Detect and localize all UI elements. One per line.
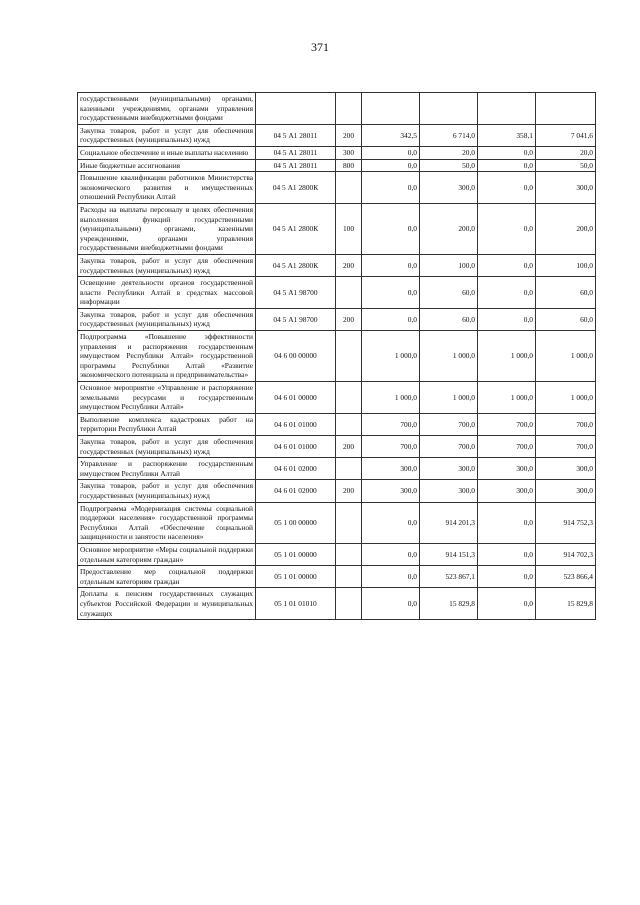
row-description: Основное мероприятие «Меры социальной поддержки отдельным категориям граждан» [78,543,256,565]
budget-table [77,92,596,620]
row-value-1: 0,0 [362,172,420,204]
table-row [78,308,596,330]
row-value-4: 15 829,8 [536,588,596,620]
row-expense-type [336,458,362,480]
row-value-4: 700,0 [536,413,596,435]
row-value-1: 0,0 [362,159,420,172]
row-expense-type: 200 [336,308,362,330]
row-target-code [256,93,336,125]
row-value-4: 300,0 [536,172,596,204]
row-value-1: 0,0 [362,254,420,276]
row-value-1: 0,0 [362,308,420,330]
row-target-code: 04 6 01 02000 [256,480,336,502]
row-expense-type [336,277,362,309]
row-target-code: 04 5 А1 2800К [256,203,336,254]
row-value-3: 0,0 [478,588,536,620]
row-value-4: 700,0 [536,436,596,458]
table-row [78,124,596,146]
row-value-3: 700,0 [478,436,536,458]
table-row [78,588,596,620]
row-description: Подпрограмма «Модернизация системы социальной поддержки населения» государственной программы Республики Алтай «Обеспечение социальной защищенности и занятости населения» [78,502,256,543]
table-row [78,203,596,254]
row-value-4: 914 702,3 [536,543,596,565]
row-target-code: 04 5 А1 28011 [256,124,336,146]
row-description: Доплаты к пенсиям государственных служащих субъектов Российской Федерации и муниципальных служащих [78,588,256,620]
row-value-3: 0,0 [478,308,536,330]
row-value-1: 0,0 [362,502,420,543]
row-expense-type [336,413,362,435]
row-value-4: 300,0 [536,458,596,480]
row-value-1: 1 000,0 [362,382,420,414]
row-value-1: 0,0 [362,588,420,620]
row-value-3: 358,1 [478,124,536,146]
row-expense-type: 200 [336,480,362,502]
row-expense-type [336,502,362,543]
row-value-1: 0,0 [362,146,420,159]
table-row [78,543,596,565]
row-value-4: 60,0 [536,308,596,330]
row-value-3: 0,0 [478,543,536,565]
row-target-code: 04 6 01 02000 [256,458,336,480]
row-value-2: 300,0 [420,458,478,480]
row-description: Закупка товаров, работ и услуг для обеспечения государственных (муниципальных) нужд [78,480,256,502]
row-value-4: 914 752,3 [536,502,596,543]
row-description: государственными (муниципальными) органами, казенными учреждениями, органами управления государственными внебюджетными фондами [78,93,256,125]
row-value-1: 700,0 [362,413,420,435]
row-expense-type: 200 [336,124,362,146]
table-row [78,277,596,309]
row-target-code: 04 6 01 01000 [256,413,336,435]
row-value-4 [536,93,596,125]
row-description: Основное мероприятие «Управление и распоряжение земельными ресурсами и государственным имуществом Республики Алтай» [78,382,256,414]
row-expense-type [336,382,362,414]
row-description: Подпрограмма «Повышение эффективности управления и распоряжения государственным имуществом Республики Алтай» государственной программы Республики Алтай «Развитие экономического потенциала и предпринимательства» [78,331,256,382]
row-value-3: 700,0 [478,413,536,435]
table-row [78,382,596,414]
row-expense-type: 100 [336,203,362,254]
row-value-3: 0,0 [478,566,536,588]
row-value-2 [420,93,478,125]
row-target-code: 04 5 А1 28011 [256,159,336,172]
table-row [78,502,596,543]
row-value-1: 342,5 [362,124,420,146]
row-description: Освещение деятельности органов государственной власти Республики Алтай в средствах массовой информации [78,277,256,309]
budget-table-body [78,93,596,620]
row-value-2: 1 000,0 [420,331,478,382]
row-value-2: 1 000,0 [420,382,478,414]
row-value-3: 0,0 [478,502,536,543]
row-value-1: 300,0 [362,458,420,480]
row-value-1 [362,93,420,125]
row-target-code: 04 5 А1 98700 [256,277,336,309]
row-value-2: 700,0 [420,436,478,458]
row-value-2: 300,0 [420,480,478,502]
row-target-code: 05 1 01 01010 [256,588,336,620]
row-target-code: 04 5 А1 98700 [256,308,336,330]
row-value-2: 700,0 [420,413,478,435]
row-value-4: 300,0 [536,480,596,502]
row-description: Расходы на выплаты персоналу в целях обеспечения выполнения функций государственными (муниципальными) органами, казенными учреждениями, органами управления государственными внебюджетными фондами [78,203,256,254]
row-expense-type [336,93,362,125]
row-value-2: 914 201,3 [420,502,478,543]
row-value-4: 60,0 [536,277,596,309]
row-target-code: 05 1 01 00000 [256,566,336,588]
row-description: Предоставление мер социальной поддержки отдельным категориям граждан [78,566,256,588]
row-expense-type: 200 [336,254,362,276]
row-value-2: 200,0 [420,203,478,254]
row-value-2: 300,0 [420,172,478,204]
row-value-1: 0,0 [362,277,420,309]
table-row [78,93,596,125]
row-description: Закупка товаров, работ и услуг для обеспечения государственных (муниципальных) нужд [78,436,256,458]
table-row [78,331,596,382]
row-value-1: 0,0 [362,203,420,254]
row-description: Социальное обеспечение и иные выплаты населению [78,146,256,159]
row-value-1: 0,0 [362,543,420,565]
table-row [78,458,596,480]
row-expense-type [336,331,362,382]
table-row [78,172,596,204]
row-value-3: 0,0 [478,146,536,159]
row-expense-type: 300 [336,146,362,159]
row-value-2: 50,0 [420,159,478,172]
row-description: Закупка товаров, работ и услуг для обеспечения государственных (муниципальных) нужд [78,254,256,276]
row-value-4: 20,0 [536,146,596,159]
row-value-4: 50,0 [536,159,596,172]
row-value-2: 100,0 [420,254,478,276]
row-target-code: 04 5 А1 28011 [256,146,336,159]
row-value-1: 700,0 [362,436,420,458]
table-row [78,436,596,458]
row-description: Управление и распоряжение государственным имуществом Республики Алтай [78,458,256,480]
row-value-3: 300,0 [478,480,536,502]
row-description: Закупка товаров, работ и услуг для обеспечения государственных (муниципальных) нужд [78,124,256,146]
row-expense-type: 800 [336,159,362,172]
table-row [78,480,596,502]
row-description: Иные бюджетные ассигнования [78,159,256,172]
row-value-1: 300,0 [362,480,420,502]
row-description: Закупка товаров, работ и услуг для обеспечения государственных (муниципальных) нужд [78,308,256,330]
row-value-3: 1 000,0 [478,331,536,382]
table-row [78,254,596,276]
table-row [78,146,596,159]
row-target-code: 04 6 01 01000 [256,436,336,458]
page-number: 371 [311,40,329,54]
row-value-3: 0,0 [478,254,536,276]
row-value-2: 6 714,0 [420,124,478,146]
row-expense-type: 200 [336,436,362,458]
row-value-4: 200,0 [536,203,596,254]
row-target-code: 04 6 01 00000 [256,382,336,414]
row-description: Повышение квалификации работников Министерства экономического развития и имущественных отношений Республики Алтай [78,172,256,204]
row-value-3: 1 000,0 [478,382,536,414]
row-value-3: 0,0 [478,203,536,254]
row-value-3 [478,93,536,125]
table-row [78,566,596,588]
row-value-2: 60,0 [420,277,478,309]
table-row [78,159,596,172]
row-value-3: 0,0 [478,277,536,309]
row-target-code: 05 1 01 00000 [256,543,336,565]
row-value-4: 1 000,0 [536,382,596,414]
row-target-code: 04 5 А1 2800К [256,254,336,276]
row-value-1: 0,0 [362,566,420,588]
row-description: Выполнение комплекса кадастровых работ на территории Республики Алтай [78,413,256,435]
row-value-4: 7 041,6 [536,124,596,146]
row-value-2: 20,0 [420,146,478,159]
row-value-4: 100,0 [536,254,596,276]
row-value-1: 1 000,0 [362,331,420,382]
row-target-code: 05 1 00 00000 [256,502,336,543]
row-value-3: 0,0 [478,159,536,172]
row-value-2: 15 829,8 [420,588,478,620]
row-expense-type [336,566,362,588]
row-value-4: 1 000,0 [536,331,596,382]
row-target-code: 04 5 А1 2800К [256,172,336,204]
row-expense-type [336,543,362,565]
row-expense-type [336,172,362,204]
row-value-2: 914 151,3 [420,543,478,565]
row-value-3: 300,0 [478,458,536,480]
row-value-2: 523 867,1 [420,566,478,588]
row-target-code: 04 6 00 00000 [256,331,336,382]
row-value-2: 60,0 [420,308,478,330]
row-value-3: 0,0 [478,172,536,204]
row-expense-type [336,588,362,620]
row-value-4: 523 866,4 [536,566,596,588]
table-row [78,413,596,435]
